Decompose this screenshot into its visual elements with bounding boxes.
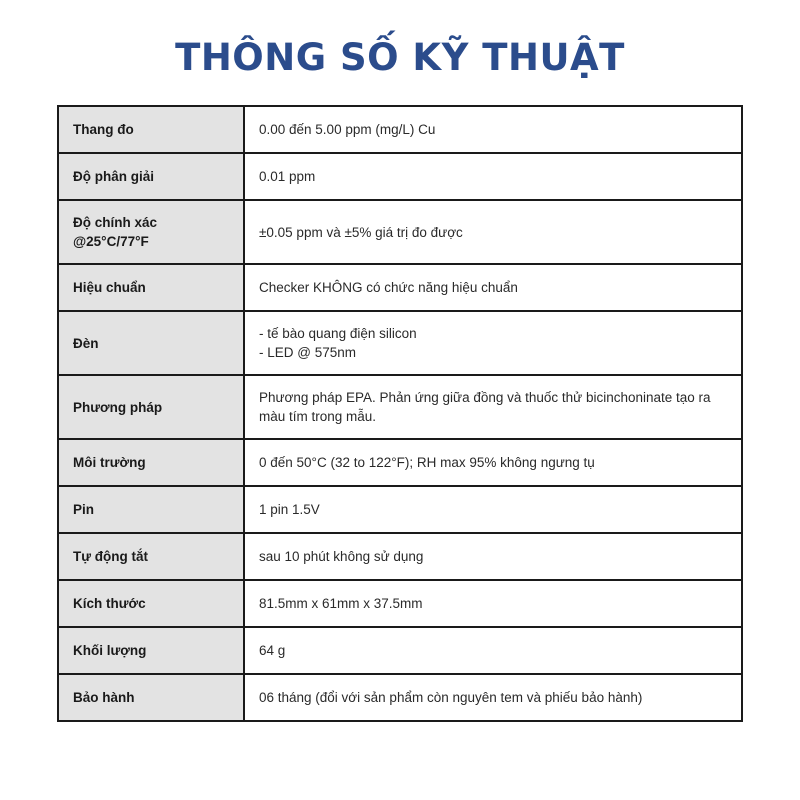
- spec-value: sau 10 phút không sử dụng: [244, 533, 742, 580]
- spec-row-warranty: [58, 674, 742, 721]
- spec-label: Thang đo: [58, 106, 244, 153]
- spec-value: 64 g: [244, 627, 742, 674]
- spec-row-range: [58, 106, 742, 153]
- spec-value: - tế bào quang điện silicon - LED @ 575nm: [244, 311, 742, 375]
- spec-value: 81.5mm x 61mm x 37.5mm: [244, 580, 742, 627]
- spec-label: Kích thước: [58, 580, 244, 627]
- spec-label: Tự động tắt: [58, 533, 244, 580]
- spec-label: Đèn: [58, 311, 244, 375]
- spec-value: 0 đến 50°C (32 to 122°F); RH max 95% không ngưng tụ: [244, 439, 742, 486]
- spec-label: Khối lượng: [58, 627, 244, 674]
- spec-label: Môi trường: [58, 439, 244, 486]
- spec-row-auto-off: [58, 533, 742, 580]
- spec-row-dimensions: [58, 580, 742, 627]
- spec-label: Độ phân giải: [58, 153, 244, 200]
- spec-label: Hiệu chuẩn: [58, 264, 244, 311]
- page-title: THÔNG SỐ KỸ THUẬT: [175, 36, 625, 79]
- spec-row-light-source: [58, 311, 742, 375]
- spec-value: Phương pháp EPA. Phản ứng giữa đồng và thuốc thử bicinchoninate tạo ra màu tím trong mẫu.: [244, 375, 742, 439]
- spec-value: 06 tháng (đổi với sản phẩm còn nguyên tem và phiếu bảo hành): [244, 674, 742, 721]
- spec-value: 0.01 ppm: [244, 153, 742, 200]
- spec-value: 1 pin 1.5V: [244, 486, 742, 533]
- spec-row-environment: [58, 439, 742, 486]
- spec-row-weight: [58, 627, 742, 674]
- spec-row-calibration: [58, 264, 742, 311]
- spec-label: Độ chính xác @25°C/77°F: [58, 200, 244, 264]
- spec-label: Bảo hành: [58, 674, 244, 721]
- spec-row-accuracy: [58, 200, 742, 264]
- spec-row-battery: [58, 486, 742, 533]
- spec-table: [57, 105, 743, 722]
- spec-value: Checker KHÔNG có chức năng hiệu chuẩn: [244, 264, 742, 311]
- spec-label: Phương pháp: [58, 375, 244, 439]
- spec-value: ±0.05 ppm và ±5% giá trị đo được: [244, 200, 742, 264]
- spec-row-method: [58, 375, 742, 439]
- spec-label: Pin: [58, 486, 244, 533]
- spec-row-resolution: [58, 153, 742, 200]
- spec-value: 0.00 đến 5.00 ppm (mg/L) Cu: [244, 106, 742, 153]
